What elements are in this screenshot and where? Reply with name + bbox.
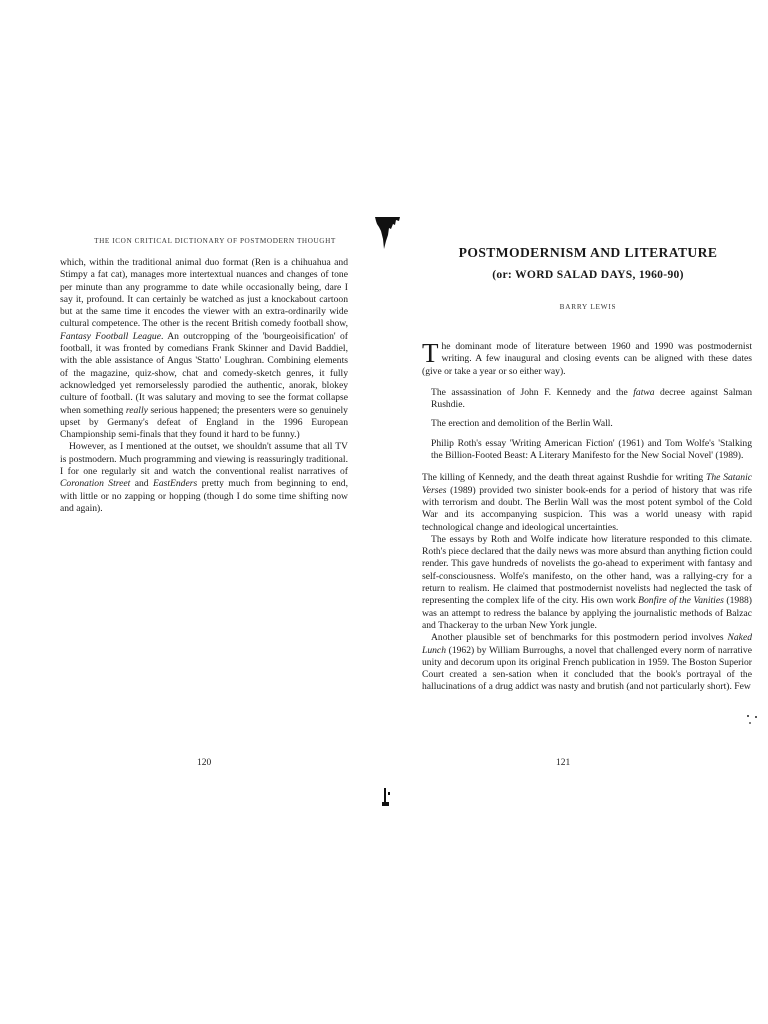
italic-run: Fantasy Football League	[60, 330, 161, 342]
intro-text	[422, 338, 752, 377]
right-paragraph	[422, 472, 752, 533]
right-paragraph	[422, 534, 752, 632]
text-run: decree against Salman Rushdie.	[431, 386, 753, 411]
italic-run: The Satanic Verses	[422, 472, 752, 496]
text-run: (1988) was an attempt to redress the balance by applying the journalistic methods of Balzac and Thackeray to the urban New York jungle.	[422, 595, 752, 631]
event-item	[431, 438, 752, 463]
text-run: The killing of Kennedy, and the death threat against Rushdie for writing	[422, 472, 706, 484]
chapter-title: POSTMODERNISM AND LITERATURE	[458, 245, 718, 260]
running-head: THE ICON CRITICAL DICTIONARY OF POSTMODERN THOUGHT	[94, 237, 336, 245]
right-page	[385, 0, 768, 1024]
page-number-left: 120	[197, 758, 212, 768]
italic-run: really	[125, 404, 148, 416]
text-run: (1989) provided two sinister book-ends for a period of history that was rife with terrorism and doubt. The Berlin Wall was the most potent symbol of the Cold War and its accompanying suspicion. This was a world uneasy with rapid technological change and ideological uncertainties.	[422, 484, 752, 533]
text-run: which, within the traditional animal duo format (Ren is a chihuahua and Stimpy a fat cat), manages more intertextual nuances and changes of tone per minute than any programme to date while occasionally being, dare I say it, profound. It can certainly be watched as just a knockabout cartoon but at the same time it encodes the viewer with an extra-ordinarily wide cultural competence. The other is the recent British comedy football show,	[60, 257, 348, 330]
text-run: The essays by Roth and Wolfe indicate how literature responded to this climate. Roth's piece declared that the daily news was more absurd than anything fiction could render. This gave hundreds of novelists the go-ahead to experiment with fantasy and self-consciousness. Wolfe's manifesto, on the other hand, was a rallying-cry for a return to realism. He claimed that postmodernist novelists had neglected the task of representing the complex life of the city. His own work	[422, 533, 752, 607]
italic-run: Coronation Street	[60, 478, 131, 490]
event-item	[431, 387, 752, 412]
right-body-text	[422, 338, 753, 694]
italic-run: Bonfire of the Vanities	[638, 595, 724, 607]
text-run: he dominant mode of literature between 1960 and 1990 was postmodernist writing. A few inaugural and closing events can be aligned with these dates (give or take a year or so either way).	[422, 341, 752, 377]
right-paragraph	[422, 632, 752, 693]
text-run: (1962) by William Burroughs, a novel that challenged every norm of narrative unity and decorum upon its original French publication in 1959. The Boston Superior Court created a sen-sation when it concluded that the book's portrayal of the hallucinations of a drug addict was nasty and brutish (and not particularly short). Few	[422, 644, 752, 693]
text-run: The erection and demolition of the Berlin Wall.	[431, 418, 613, 430]
italic-run: EastEnders	[152, 478, 198, 490]
page-number-right: 121	[556, 758, 571, 768]
text-run: serious happened; the presenters were so genuinely upset by Germany's defeat of England in the 1996 European Championship semi-finals that they found it hard to be funny.)	[60, 404, 348, 441]
text-run: Another plausible set of benchmarks for this postmodern period involves	[431, 632, 728, 644]
author-name: BARRY LEWIS	[559, 303, 617, 311]
text-run: The assassination of John F. Kennedy and the	[431, 386, 634, 398]
left-paragraph	[60, 257, 348, 441]
intro-paragraph	[422, 338, 752, 378]
event-item	[431, 418, 752, 430]
italic-run: Naked Lunch	[422, 632, 752, 656]
events-list	[422, 387, 752, 462]
text-run: pretty much from beginning to end, with little or no zapping or hopping (though I do some time shifting now and again).	[60, 478, 348, 514]
text-run: and	[130, 478, 153, 490]
left-paragraph	[60, 441, 348, 515]
text-run: Philip Roth's essay 'Writing American Fiction' (1961) and Tom Wolfe's 'Stalking the Billion-Footed Beast: A Literary Manifesto for the New Social Novel' (1989).	[431, 437, 752, 462]
italic-run: fatwa	[633, 386, 655, 398]
chapter-subtitle: (or: WORD SALAD DAYS, 1960-90)	[492, 268, 684, 281]
text-run: However, as I mentioned at the outset, we shouldn't assume that all TV is postmodern. Much programming and viewing is reassuringly traditional. I for one regularly sit and watch the conventional realist narratives of	[60, 441, 348, 478]
drop-cap: T	[422, 338, 439, 368]
left-body-text	[60, 257, 348, 515]
text-run: . An outcropping of the 'bourgeoisification' of football, it was fronted by comedians Frank Skinner and David Baddiel, with the able assistance of Angus 'Statto' Loughran. Combining elements of the magazine, quiz-show, chat and comedy-sketch genres, it fully acknowledged yet remorselessly parodied the authentic, anorak, blokey culture of football. (It was salutary and moving to see the format collapse when something	[60, 330, 349, 416]
